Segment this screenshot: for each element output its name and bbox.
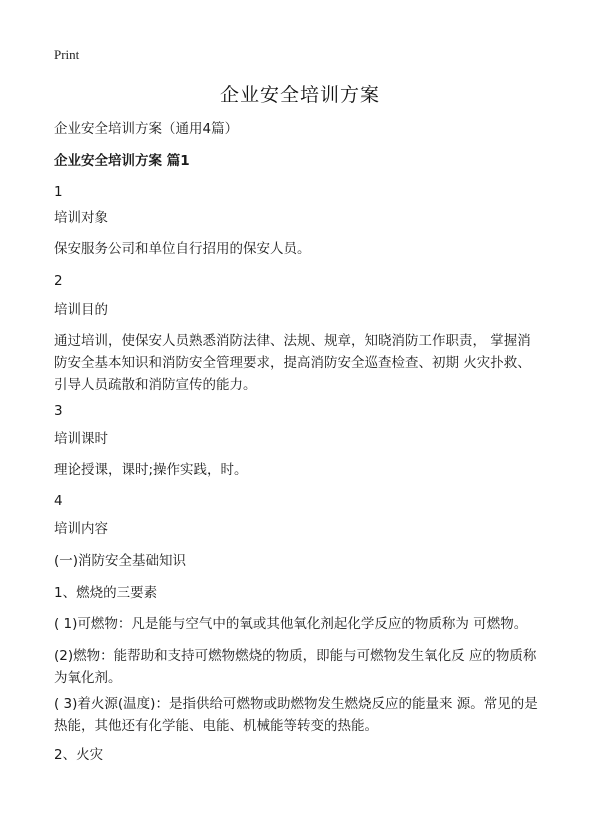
paragraph-line: 为氧化剂。 xyxy=(54,670,122,686)
paragraph-training-hours: 理论授课，课时;操作实践，时。 xyxy=(54,462,248,478)
section-number-3: 3 xyxy=(54,403,63,419)
section-number-2: 2 xyxy=(54,273,63,289)
section-heading: 企业安全培训方案 篇1 xyxy=(54,153,190,169)
paragraph-training-purpose xyxy=(54,330,554,396)
page-title: 企业安全培训方案 xyxy=(219,84,380,106)
paragraph-line: 热能，其他还有化学能、电能、机械能等转变的热能。 xyxy=(54,718,378,734)
document-subtitle: 企业安全培训方案（通用4篇） xyxy=(54,121,239,137)
print-label: Print xyxy=(54,47,80,62)
paragraph-fire-basics: (一)消防安全基础知识 xyxy=(54,553,187,569)
paragraph-line: 防安全基本知识和消防安全管理要求，提高消防安全巡查检查、初期 火灾扑救、 xyxy=(54,355,531,371)
paragraph-combustible: ( 1)可燃物：凡是能与空气中的氧或其他氧化剂起化学反应的物质称为 可燃物。 xyxy=(54,616,528,632)
paragraph-ignition-source xyxy=(54,693,554,737)
heading-training-purpose: 培训目的 xyxy=(54,302,108,318)
paragraph-fire: 2、火灾 xyxy=(54,747,104,763)
paragraph-combustion-elements: 1、燃烧的三要素 xyxy=(54,585,158,601)
paragraph-oxidizer xyxy=(54,645,554,689)
heading-training-content: 培训内容 xyxy=(54,521,108,537)
paragraph-line: ( 3)着火源(温度)：是指供给可燃物或助燃物发生燃烧反应的能量来 源。常见的是 xyxy=(54,696,538,712)
paragraph-line: (2)燃物：能帮助和支持可燃物燃烧的物质，即能与可燃物发生氧化反 应的物质称 xyxy=(54,648,537,664)
heading-training-target: 培训对象 xyxy=(54,210,108,226)
paragraph-line: 通过培训，使保安人员熟悉消防法律、法规、规章，知晓消防工作职责， 掌握消 xyxy=(54,333,531,349)
section-number-1: 1 xyxy=(54,184,63,200)
paragraph-line: 引导人员疏散和消防宣传的能力。 xyxy=(54,377,257,393)
paragraph-training-target: 保安服务公司和单位自行招用的保安人员。 xyxy=(54,241,311,257)
heading-training-hours: 培训课时 xyxy=(54,431,108,447)
section-number-4: 4 xyxy=(54,493,63,509)
